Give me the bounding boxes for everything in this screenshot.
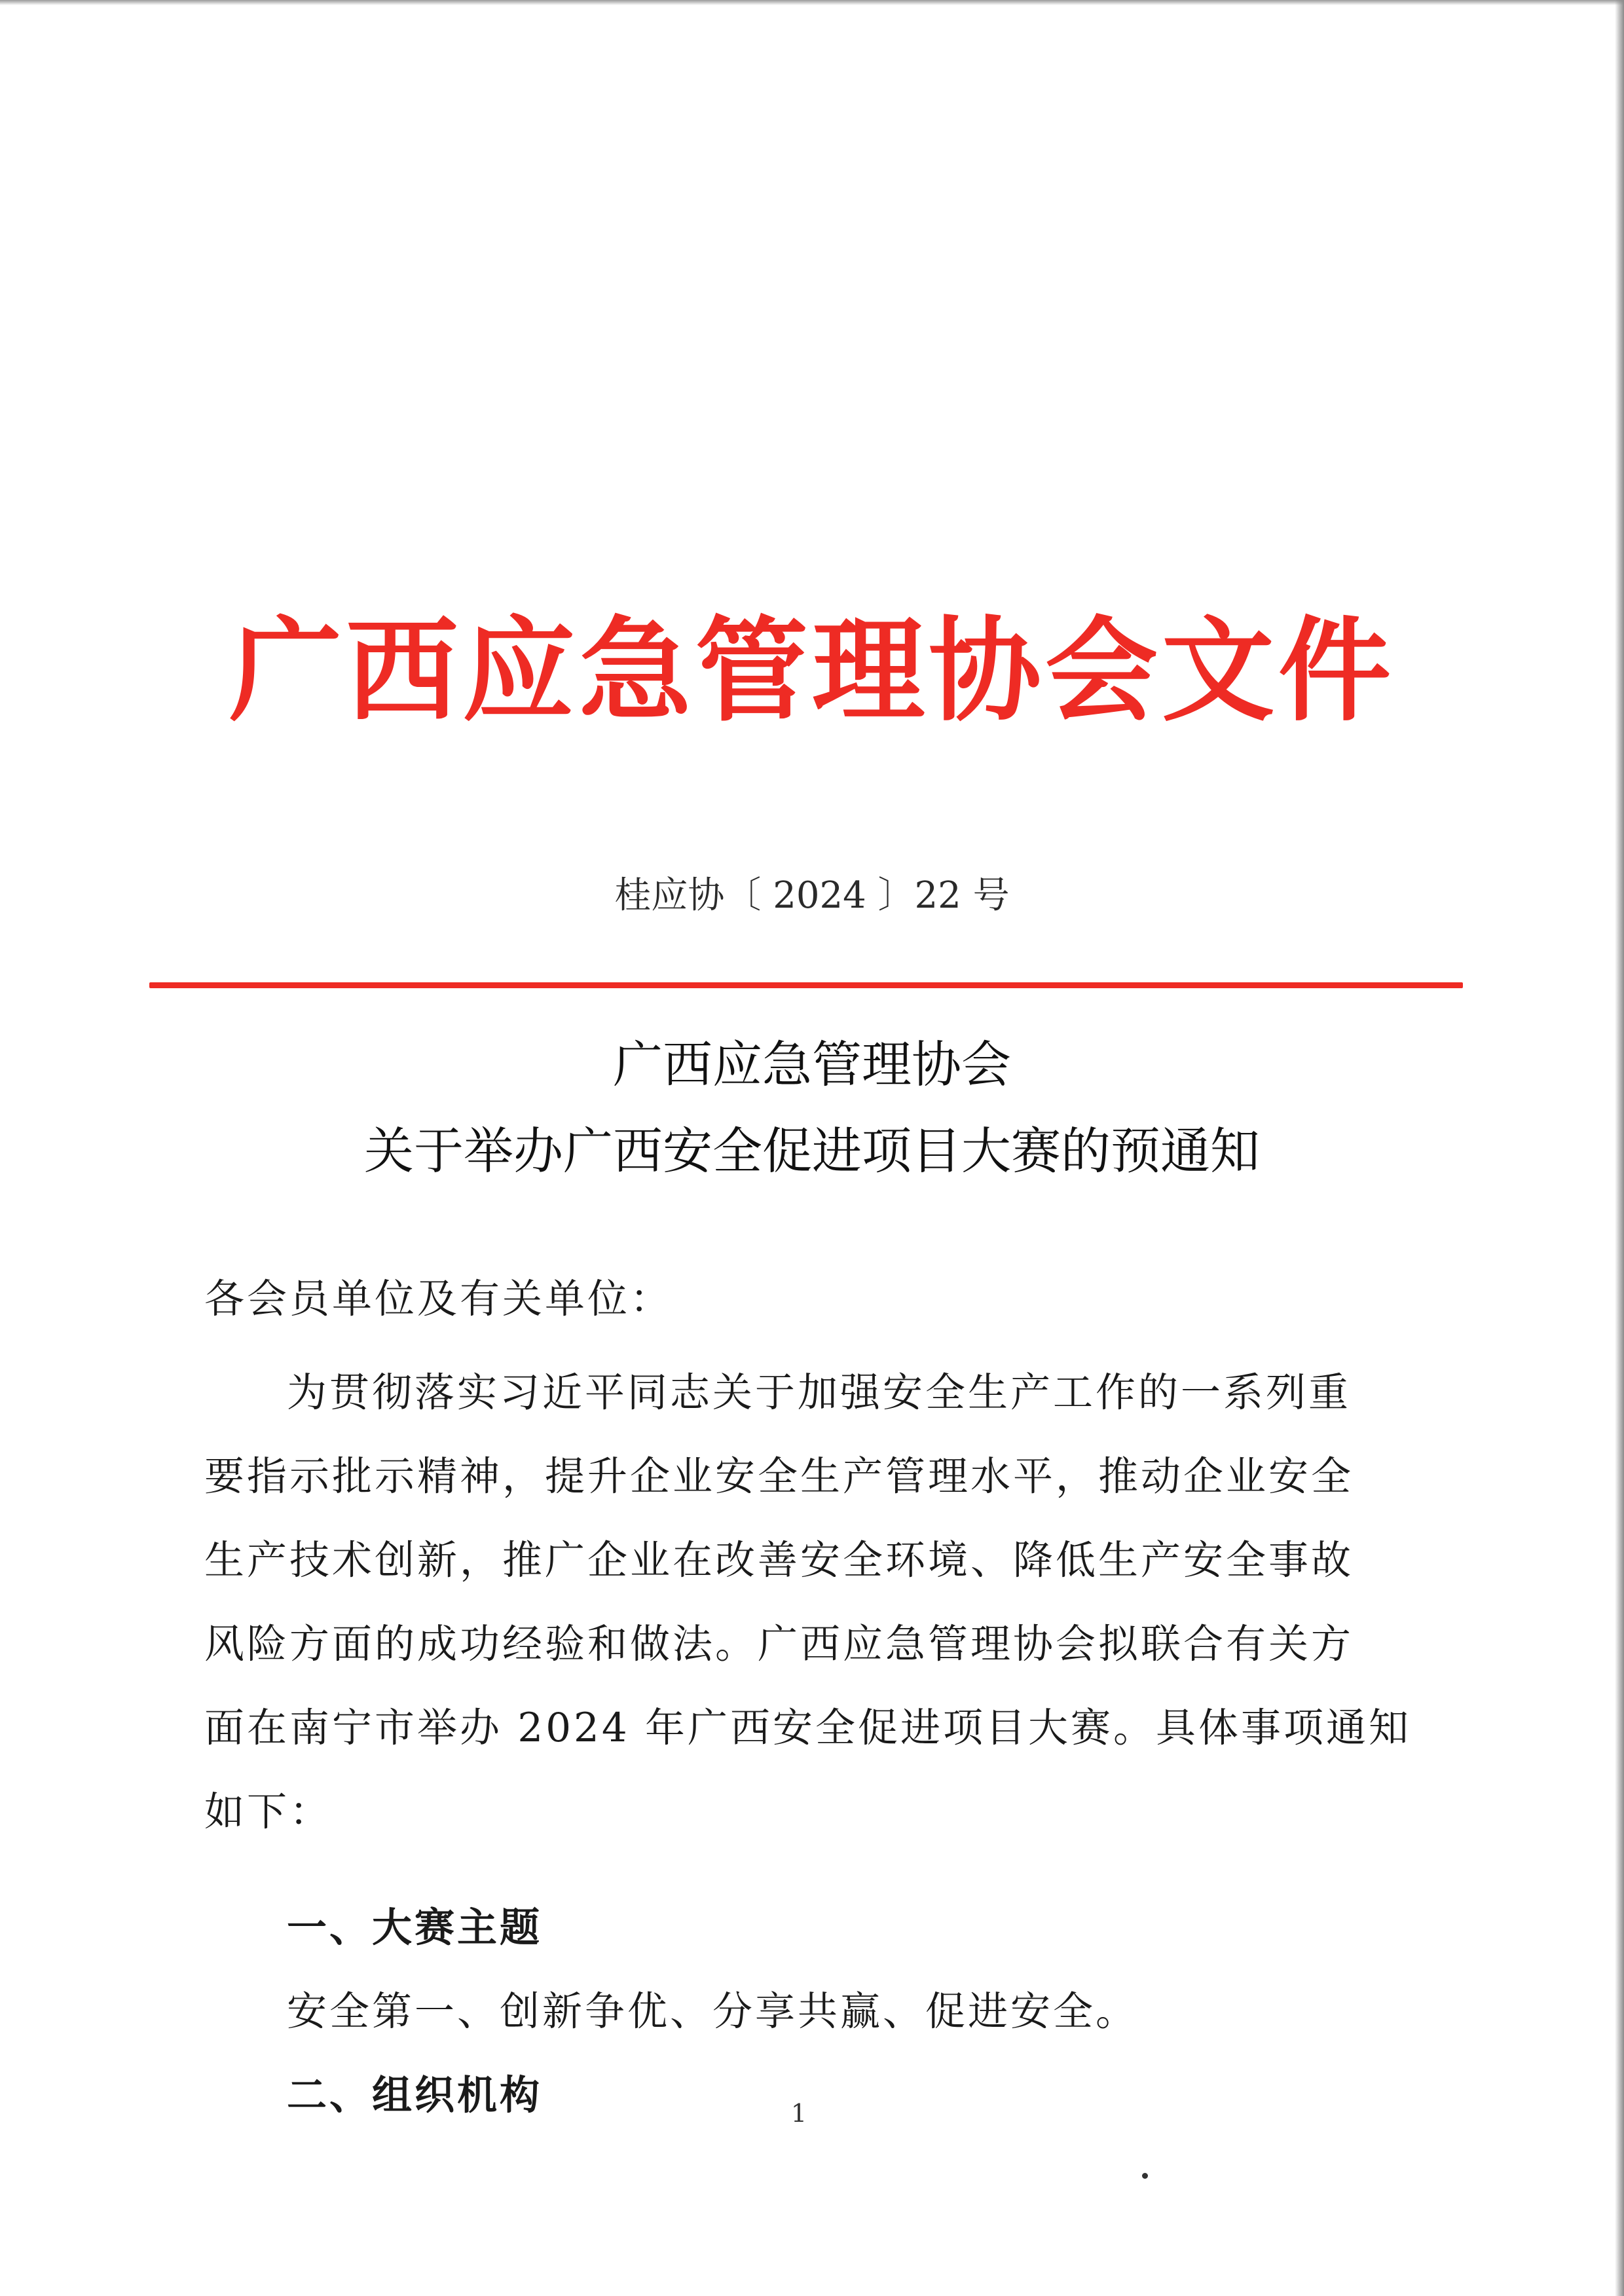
section-heading-theme: 一、大赛主题 <box>287 1904 543 1951</box>
intro-line: 生产技术创新，推广企业在改善安全环境、降低生产安全事故 <box>204 1537 1354 1583</box>
notice-title-line-2: 关于举办广西安全促进项目大赛的预通知 <box>364 1122 1260 1180</box>
salutation: 各会员单位及有关单位： <box>204 1276 673 1322</box>
masthead-title: 广西应急管理协会文件 <box>229 603 1395 737</box>
scan-speck <box>1142 2173 1148 2179</box>
intro-paragraph <box>204 1351 1412 1854</box>
page-number: 1 <box>790 2099 807 2128</box>
intro-line: 为贯彻落实习近平同志关于加强安全生产工作的一系列重 <box>287 1369 1352 1416</box>
intro-line: 风险方面的成功经验和做法。广西应急管理协会拟联合有关方 <box>204 1621 1354 1667</box>
notice-title <box>157 1022 1467 1194</box>
scan-edge-right <box>1615 0 1624 2296</box>
intro-line: 要指示批示精神，提升企业安全生产管理水平，推动企业安全 <box>204 1453 1354 1500</box>
section-heading-organization: 二、组织机构 <box>287 2072 543 2119</box>
section-text-theme: 安全第一、创新争优、分享共赢、促进安全。 <box>287 1988 1139 2035</box>
notice-title-line-1: 广西应急管理协会 <box>613 1035 1011 1094</box>
document-number: 桂应协〔 2024 〕22 号 <box>614 874 1010 917</box>
scan-edge-top <box>0 0 1624 5</box>
intro-line: 面在南宁市举办 2024 年广西安全促进项目大赛。具体事项通知 <box>204 1705 1412 1751</box>
intro-line: 如下： <box>204 1788 333 1835</box>
red-divider-line <box>149 982 1463 988</box>
